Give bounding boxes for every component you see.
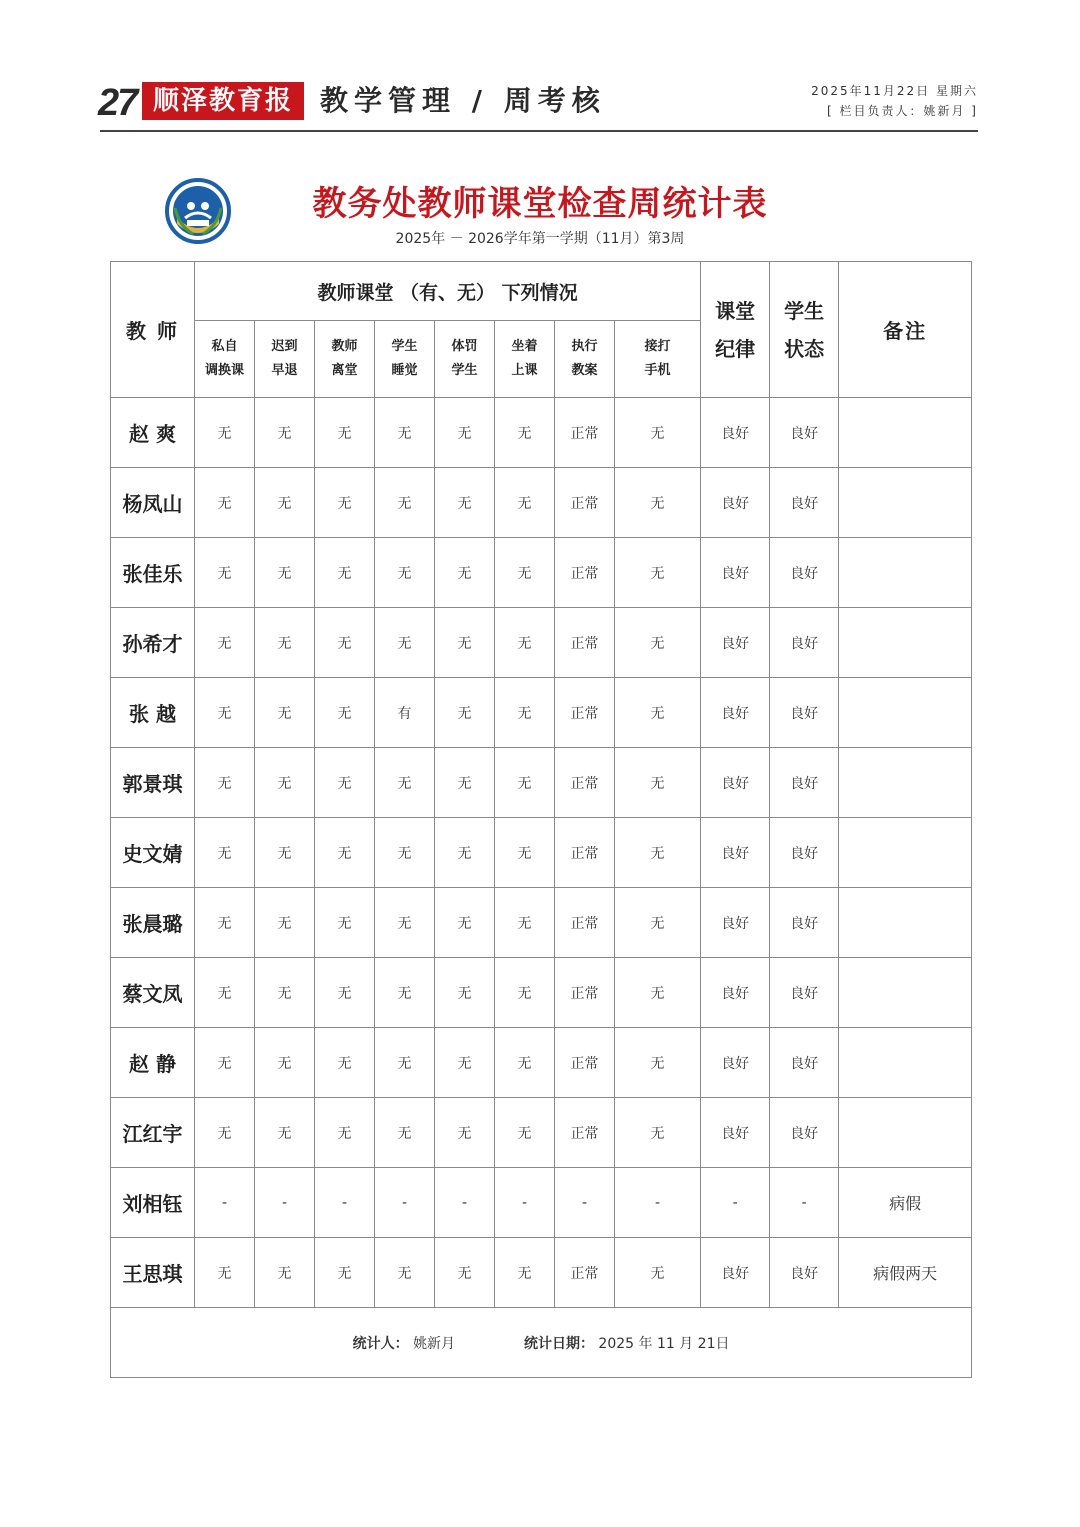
table-cell: 无	[615, 1028, 701, 1098]
table-cell: 良好	[701, 538, 770, 608]
counter-value: 姚新月	[413, 1335, 456, 1352]
table-cell: 无	[195, 608, 255, 678]
header-discipline-line1: 课堂	[715, 298, 756, 323]
header-teacher: 教 师	[111, 262, 195, 398]
table-cell: 无	[255, 398, 315, 468]
table-cell: 无	[435, 1028, 495, 1098]
table-cell: 正常	[555, 1028, 615, 1098]
table-cell: 无	[255, 678, 315, 748]
subheader-col-3	[375, 321, 435, 398]
subheader-col-4	[435, 321, 495, 398]
table-cell: 无	[315, 398, 375, 468]
remarks-cell	[839, 888, 972, 958]
table-cell: 无	[375, 1098, 435, 1168]
table-cell: 无	[255, 1238, 315, 1308]
table-row	[111, 748, 972, 818]
remarks-cell	[839, 678, 972, 748]
subheader-col-5-line2: 上课	[511, 363, 538, 378]
table-row	[111, 608, 972, 678]
table-cell: -	[435, 1168, 495, 1238]
subheader-col-2-line1: 教师	[331, 339, 358, 354]
teacher-name: 孙希才	[111, 608, 195, 678]
table-cell: 正常	[555, 1098, 615, 1168]
subheader-col-6	[555, 321, 615, 398]
table-cell: 良好	[701, 1238, 770, 1308]
table-cell: 无	[495, 1238, 555, 1308]
table-cell: 无	[615, 1238, 701, 1308]
footer-row	[111, 1308, 972, 1378]
table-cell: 良好	[770, 538, 839, 608]
table-cell: 无	[315, 1098, 375, 1168]
table-row	[111, 1028, 972, 1098]
table-cell: 无	[375, 958, 435, 1028]
table-cell: -	[255, 1168, 315, 1238]
table-row	[111, 818, 972, 888]
remarks-cell	[839, 608, 972, 678]
table-cell: 有	[375, 678, 435, 748]
teacher-name: 郭景琪	[111, 748, 195, 818]
table-cell: 无	[615, 1098, 701, 1168]
table-cell: 良好	[770, 398, 839, 468]
subheader-col-3-line1: 学生	[391, 339, 418, 354]
table-cell: 无	[615, 818, 701, 888]
table-cell: 良好	[770, 1028, 839, 1098]
subheader-col-0	[195, 321, 255, 398]
table-row	[111, 678, 972, 748]
table-cell: 无	[435, 398, 495, 468]
teacher-name: 杨凤山	[111, 468, 195, 538]
subheader-col-6-line2: 教案	[571, 363, 598, 378]
footer-cell	[111, 1308, 972, 1378]
table-cell: 无	[615, 468, 701, 538]
table-cell: 无	[495, 818, 555, 888]
document-title: 教务处教师课堂检查周统计表	[312, 184, 768, 224]
table-cell: 无	[435, 468, 495, 538]
table-cell: 无	[375, 748, 435, 818]
table-cell: 正常	[555, 398, 615, 468]
header-discipline-line2: 纪律	[715, 336, 756, 361]
table-cell: 良好	[770, 608, 839, 678]
header-situation-group: 教师课堂 （有、无） 下列情况	[195, 262, 701, 321]
section-title: 教学管理 / 周考核	[320, 84, 606, 117]
subheader-col-1-line2: 早退	[271, 363, 298, 378]
remarks-cell	[839, 748, 972, 818]
table-cell: 无	[435, 818, 495, 888]
table-cell: 无	[375, 1238, 435, 1308]
table-cell: 无	[435, 608, 495, 678]
remarks-cell	[839, 398, 972, 468]
page-number: 27	[98, 82, 137, 124]
table-cell: 无	[255, 818, 315, 888]
remarks-cell	[839, 538, 972, 608]
table-cell: 无	[255, 1028, 315, 1098]
table-cell: 无	[495, 398, 555, 468]
subheader-col-7-line2: 手机	[644, 363, 671, 378]
remarks-cell	[839, 958, 972, 1028]
table-cell: 无	[315, 678, 375, 748]
table-cell: 正常	[555, 958, 615, 1028]
table-body	[111, 398, 972, 1308]
header-remarks: 备注	[839, 262, 972, 398]
subheader-col-6-line1: 执行	[571, 339, 598, 354]
table-cell: 良好	[701, 608, 770, 678]
table-cell: 正常	[555, 538, 615, 608]
table-cell: 无	[255, 888, 315, 958]
table-row	[111, 1168, 972, 1238]
table-cell: 无	[315, 1028, 375, 1098]
table-cell: 无	[435, 1098, 495, 1168]
table-cell: 无	[375, 1028, 435, 1098]
table-cell: 无	[435, 748, 495, 818]
table-cell: 良好	[770, 818, 839, 888]
date-label: 统计日期：	[523, 1335, 594, 1352]
table-cell: 无	[195, 1098, 255, 1168]
table-row	[111, 538, 972, 608]
table-cell: 良好	[770, 958, 839, 1028]
masthead	[98, 78, 978, 130]
table-cell: 正常	[555, 608, 615, 678]
table-cell: 正常	[555, 748, 615, 818]
table-cell: 无	[315, 1238, 375, 1308]
teacher-name: 江红宇	[111, 1098, 195, 1168]
table-cell: 无	[255, 958, 315, 1028]
table-cell: 无	[255, 1098, 315, 1168]
table-cell: -	[701, 1168, 770, 1238]
table-cell: 无	[375, 888, 435, 958]
document-subtitle: 2025年 － 2026学年第一学期（11月）第3周	[395, 231, 685, 247]
header-discipline	[701, 262, 770, 398]
table-cell: 无	[375, 398, 435, 468]
table-cell: 无	[615, 958, 701, 1028]
table-row	[111, 1238, 972, 1308]
subheader-col-2-line2: 离堂	[331, 363, 358, 378]
table-cell: 良好	[701, 1098, 770, 1168]
table-cell: 无	[195, 888, 255, 958]
table-cell: 无	[195, 1028, 255, 1098]
table-cell: 无	[375, 608, 435, 678]
table-cell: 无	[375, 538, 435, 608]
table-cell: 良好	[701, 888, 770, 958]
remarks-cell	[839, 818, 972, 888]
table-cell: -	[495, 1168, 555, 1238]
subheader-col-0-line2: 调换课	[204, 363, 244, 378]
table-cell: 无	[495, 608, 555, 678]
table-cell: 良好	[701, 748, 770, 818]
teacher-name: 史文婧	[111, 818, 195, 888]
table-cell: 无	[495, 958, 555, 1028]
table-cell: 无	[435, 1238, 495, 1308]
table-cell: 无	[315, 608, 375, 678]
table-cell: 正常	[555, 818, 615, 888]
subheader-col-5-line1: 坐着	[511, 339, 538, 354]
table-cell: -	[375, 1168, 435, 1238]
table-cell: 无	[315, 468, 375, 538]
teacher-name: 赵 爽	[111, 398, 195, 468]
teacher-name: 王思琪	[111, 1238, 195, 1308]
table-cell: -	[770, 1168, 839, 1238]
table-cell: 无	[375, 818, 435, 888]
remarks-cell	[839, 468, 972, 538]
table-cell: 无	[195, 748, 255, 818]
table-cell: 无	[315, 958, 375, 1028]
table-cell: 无	[195, 468, 255, 538]
table-row	[111, 398, 972, 468]
table-cell: 良好	[701, 1028, 770, 1098]
table-cell: 无	[195, 678, 255, 748]
table-row	[111, 888, 972, 958]
table-cell: 无	[495, 888, 555, 958]
table-cell: 无	[255, 748, 315, 818]
table-cell: 正常	[555, 888, 615, 958]
date-value: 2025 年 11 月 21日	[598, 1335, 730, 1352]
column-editor: [ 栏目负责人：姚新月 ]	[827, 104, 978, 118]
table-cell: 无	[255, 468, 315, 538]
table-cell: 良好	[701, 818, 770, 888]
table-cell: 无	[495, 468, 555, 538]
table-row	[111, 468, 972, 538]
table-cell: -	[615, 1168, 701, 1238]
teacher-name: 张 越	[111, 678, 195, 748]
table-cell: -	[195, 1168, 255, 1238]
table-cell: 无	[615, 608, 701, 678]
table-cell: 无	[495, 538, 555, 608]
subheader-col-4-line1: 体罚	[451, 339, 478, 354]
teacher-name: 张晨璐	[111, 888, 195, 958]
table-cell: 良好	[701, 958, 770, 1028]
teacher-name: 蔡文凤	[111, 958, 195, 1028]
remarks-cell	[839, 1028, 972, 1098]
remarks-cell	[839, 1098, 972, 1168]
subheader-col-5	[495, 321, 555, 398]
table-cell: 无	[195, 398, 255, 468]
table-cell: 无	[435, 888, 495, 958]
subheader-col-4-line2: 学生	[451, 363, 478, 378]
table-cell: 无	[315, 748, 375, 818]
table-cell: 无	[615, 678, 701, 748]
teacher-name: 赵 静	[111, 1028, 195, 1098]
subheader-col-1	[255, 321, 315, 398]
table-cell: -	[315, 1168, 375, 1238]
header-student-state	[770, 262, 839, 398]
table-cell: 无	[495, 678, 555, 748]
inspection-table	[110, 261, 972, 1378]
table-cell: 无	[315, 538, 375, 608]
masthead-divider	[100, 130, 978, 132]
table-cell: 无	[195, 818, 255, 888]
subheader-col-2	[315, 321, 375, 398]
subheader-col-0-line1: 私自	[211, 339, 238, 354]
table-cell: 无	[495, 748, 555, 818]
table-cell: -	[555, 1168, 615, 1238]
header-student-state-line1: 学生	[784, 298, 825, 323]
table-cell: 正常	[555, 678, 615, 748]
table-cell: 无	[435, 958, 495, 1028]
newspaper-name: 顺泽教育报	[142, 82, 304, 120]
table-cell: 良好	[770, 1238, 839, 1308]
table-cell: 无	[615, 888, 701, 958]
table-cell: 无	[495, 1098, 555, 1168]
table-cell: 良好	[770, 678, 839, 748]
table-cell: 无	[255, 608, 315, 678]
table-cell: 无	[375, 468, 435, 538]
table-cell: 无	[615, 538, 701, 608]
table-cell: 良好	[770, 748, 839, 818]
table-cell: 无	[315, 818, 375, 888]
teacher-name: 张佳乐	[111, 538, 195, 608]
header-student-state-line2: 状态	[784, 336, 825, 361]
table-cell: 正常	[555, 468, 615, 538]
table-cell: 无	[615, 398, 701, 468]
table-cell: 无	[315, 888, 375, 958]
table-cell: 无	[195, 958, 255, 1028]
table-row	[111, 958, 972, 1028]
table-cell: 良好	[701, 678, 770, 748]
table-cell: 无	[615, 748, 701, 818]
subheader-col-1-line1: 迟到	[271, 339, 298, 354]
table-cell: 良好	[770, 1098, 839, 1168]
table-cell: 无	[195, 1238, 255, 1308]
subheader-col-7-line1: 接打	[644, 339, 671, 354]
table-cell: 无	[255, 538, 315, 608]
table-cell: 无	[435, 678, 495, 748]
table-cell: 良好	[770, 468, 839, 538]
table-row	[111, 1098, 972, 1168]
counter-label: 统计人：	[352, 1335, 409, 1352]
table-cell: 无	[495, 1028, 555, 1098]
subheader-col-7	[615, 321, 701, 398]
remarks-cell: 病假	[839, 1168, 972, 1238]
issue-date: 2025年11月22日 星期六	[811, 84, 978, 98]
table-cell: 正常	[555, 1238, 615, 1308]
table-cell: 良好	[770, 888, 839, 958]
table-cell: 良好	[701, 398, 770, 468]
table-cell: 无	[195, 538, 255, 608]
teacher-name: 刘相钰	[111, 1168, 195, 1238]
remarks-cell: 病假两天	[839, 1238, 972, 1308]
table-cell: 良好	[701, 468, 770, 538]
subheader-col-3-line2: 睡觉	[391, 363, 418, 378]
table-cell: 无	[435, 538, 495, 608]
